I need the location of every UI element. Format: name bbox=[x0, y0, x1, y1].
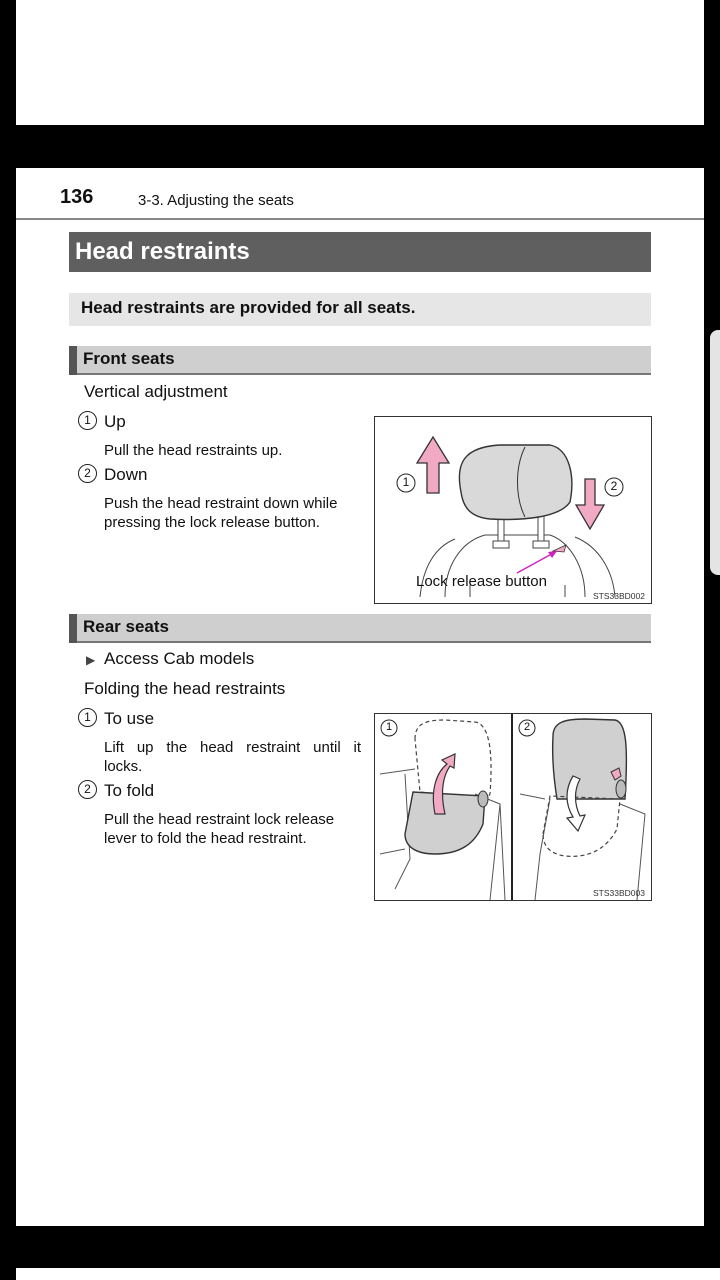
page-number: 136 bbox=[60, 186, 94, 208]
item-description: locks. bbox=[104, 758, 143, 775]
front-subheading: Vertical adjustment bbox=[84, 382, 228, 401]
callout-2: 2 bbox=[610, 479, 618, 493]
section-marker bbox=[69, 614, 77, 643]
item-label: Down bbox=[104, 465, 148, 484]
page-title: Head restraints bbox=[75, 238, 250, 265]
section-rear-seats bbox=[69, 614, 651, 643]
section-front-seats bbox=[69, 346, 651, 375]
section-heading: Rear seats bbox=[83, 617, 170, 636]
item-description: Lift up the head restraint until it bbox=[104, 739, 361, 756]
breadcrumb: 3-3. Adjusting the seats bbox=[138, 192, 294, 209]
rear-headrest-illustration bbox=[375, 714, 651, 900]
item-description: Pull the head restraint lock release bbox=[104, 811, 335, 828]
item-number: 1 bbox=[78, 411, 97, 430]
top-blank-area bbox=[16, 0, 704, 125]
manual-page bbox=[16, 168, 704, 1226]
front-headrest-figure bbox=[374, 416, 652, 604]
figure-code: STS33BD003 bbox=[593, 888, 645, 898]
lock-release-label: Lock release button bbox=[416, 573, 547, 590]
item-label: To use bbox=[104, 709, 155, 728]
intro-box bbox=[69, 293, 651, 326]
item-description: Pull the head restraints up. bbox=[104, 442, 283, 459]
item-number: 2 bbox=[78, 464, 97, 483]
item-description: pressing the lock release button. bbox=[104, 514, 320, 531]
rear-subheading: Folding the head restraints bbox=[84, 679, 286, 698]
figure-code: STS33BD002 bbox=[593, 591, 645, 601]
title-bar bbox=[69, 232, 651, 272]
section-marker bbox=[69, 346, 77, 375]
bullet-triangle-icon: ▶ bbox=[86, 653, 96, 667]
item-description: lever to fold the head restraint. bbox=[104, 830, 307, 847]
item-label: Up bbox=[104, 412, 126, 431]
model-label: Access Cab models bbox=[104, 649, 255, 668]
item-description: Push the head restraint down while bbox=[104, 495, 338, 512]
header-rule bbox=[16, 218, 704, 220]
item-number: 1 bbox=[78, 708, 97, 727]
callout-1: 1 bbox=[402, 475, 410, 489]
callout-1: 1 bbox=[385, 721, 393, 733]
scroll-handle[interactable] bbox=[710, 330, 720, 575]
item-label: To fold bbox=[104, 781, 155, 800]
callout-2: 2 bbox=[523, 721, 531, 733]
rear-headrest-figure bbox=[374, 713, 652, 901]
intro-text: Head restraints are provided for all seats. bbox=[81, 298, 416, 317]
section-heading: Front seats bbox=[83, 349, 175, 368]
item-number: 2 bbox=[78, 780, 97, 799]
bottom-blank-area bbox=[16, 1268, 720, 1280]
